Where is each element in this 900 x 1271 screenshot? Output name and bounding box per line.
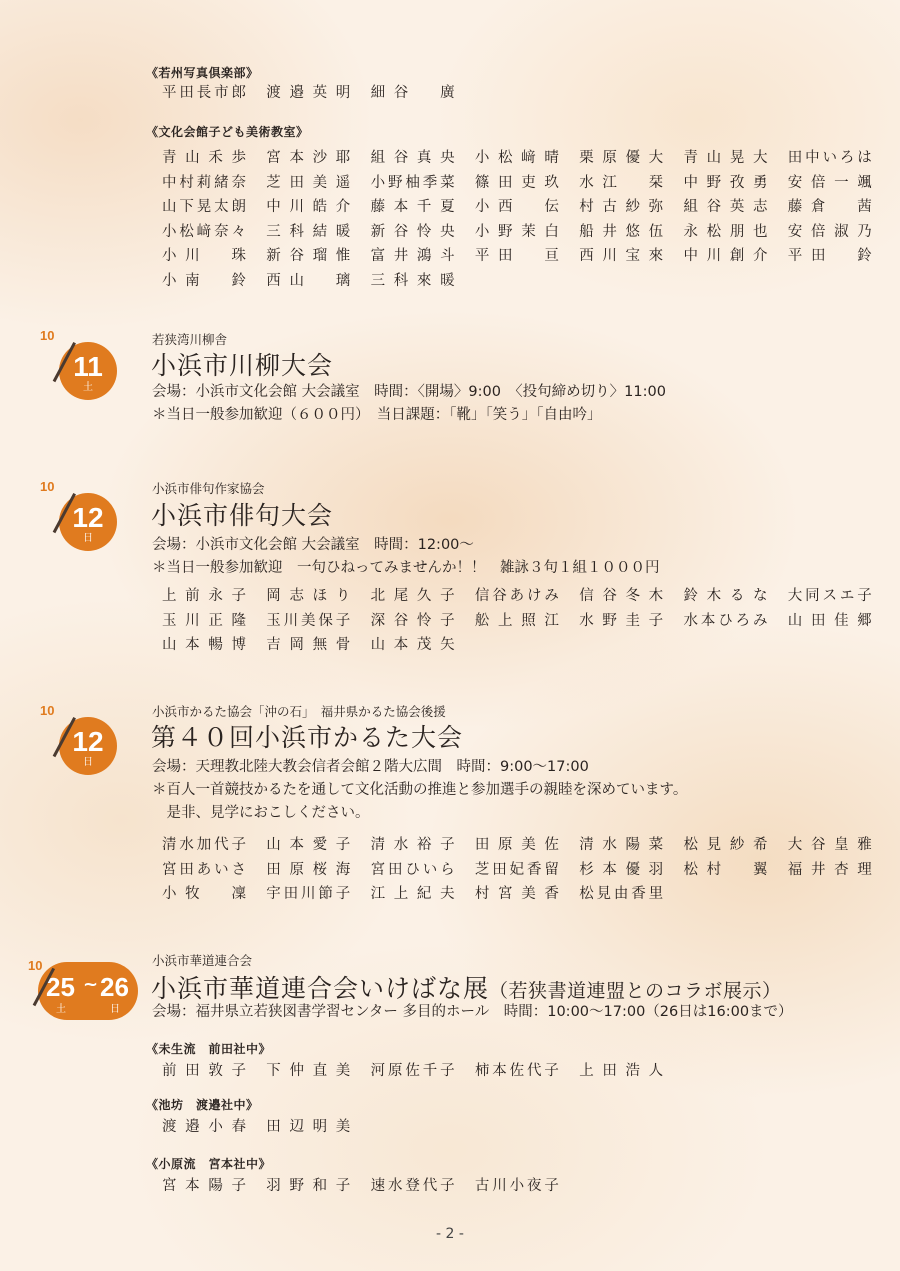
person-name: 水江 栞 (579, 174, 664, 191)
event-organizer: 若狭湾川柳舎 (152, 332, 228, 347)
event-month: 10 (40, 328, 55, 343)
person-name: 藤本千夏 (370, 199, 455, 216)
person-name: 芝田美遥 (266, 174, 351, 191)
event-day: 11 (73, 351, 103, 382)
event-organizer: 小浜市俳句作家協会 (152, 481, 265, 496)
person-name: 河原佐千子 (370, 1063, 455, 1079)
event-day: 25 (46, 972, 75, 1002)
person-name: 村宮美香 (474, 886, 559, 903)
person-name: 古川小夜子 (474, 1178, 559, 1194)
person-name: 三科來暖 (370, 272, 455, 289)
person-name: 栗原優大 (579, 150, 664, 166)
person-name: 渡邉英明 (266, 85, 351, 101)
person-name: 新谷瑠惟 (266, 248, 351, 265)
event-title-text: 第４０回小浜市かるた大会 (151, 723, 464, 752)
person-name: 羽野和子 (266, 1178, 351, 1194)
person-name: 江上紀夫 (370, 886, 455, 903)
event-title-text: 小浜市華道連合会いけばな展 (151, 974, 490, 1003)
event-weekday: 日 (83, 533, 93, 544)
person-name: 西川宝來 (579, 248, 664, 265)
person-name: 水本ひろみ (683, 612, 768, 629)
person-name: 福井杏理 (787, 861, 872, 878)
person-name: 小野柚季菜 (370, 174, 455, 191)
event-month: 10 (40, 703, 55, 718)
group-header-ikenobo: 《池坊 渡邉社中》 (146, 1098, 259, 1112)
person-name: 宮田あいさ (162, 861, 246, 878)
event-day: 12 (72, 502, 104, 533)
person-name: 組谷英志 (683, 199, 768, 216)
person-name: 西山 璃 (266, 272, 351, 289)
person-name: 芝田妃香留 (474, 861, 559, 878)
event-title-text: 小浜市川柳大会 (151, 351, 334, 380)
person-name: 水野圭子 (579, 612, 664, 629)
person-name: 信谷あけみ (474, 588, 559, 604)
person-name: 中川創介 (683, 248, 768, 265)
person-name: 速水登代子 (370, 1178, 455, 1194)
person-name: 宇田川節子 (266, 886, 351, 903)
person-name: 宮本沙耶 (266, 150, 351, 166)
event-organizer: 小浜市かるた協会「沖の石」 福井県かるた協会後援 (152, 704, 446, 719)
person-name: 柿本佐代子 (474, 1063, 559, 1079)
person-name: 前田敦子 (162, 1063, 246, 1079)
person-name: 小松﨑奈々 (162, 223, 246, 240)
event-info (152, 381, 666, 427)
person-name: 山本暢博 (162, 637, 246, 654)
info-line: ＊当日一般参加歓迎（６００円） 当日課題：「靴」「笑う」「自由吟」 (152, 407, 602, 423)
person-name: 松見紗希 (683, 837, 768, 853)
person-name: 村古紗弥 (579, 199, 664, 216)
person-name: 青山禾歩 (162, 150, 246, 166)
person-name: 下仲直美 (266, 1063, 351, 1079)
person-name: 新谷怜央 (370, 223, 455, 240)
event-weekday: 日 (83, 757, 93, 768)
person-name: 宮本陽子 (162, 1178, 246, 1194)
person-name: 平田長市郎 (162, 85, 246, 101)
person-name: 清水加代子 (162, 837, 246, 853)
person-name: 平田 亘 (474, 248, 559, 265)
person-name: 大同スエ子 (787, 588, 872, 604)
person-name: 信谷冬木 (579, 588, 664, 604)
person-name: 岡志ほり (266, 588, 351, 604)
event-organizer: 小浜市華道連合会 (152, 953, 253, 968)
person-name: 安倍淑乃 (787, 223, 872, 240)
person-name: 篠田吏玖 (474, 174, 559, 191)
info-line: ＊百人一首競技かるたを通して文化活動の推進と参加選手の親睦を深めています。 (152, 782, 688, 798)
person-name: 清水陽菜 (579, 837, 664, 853)
person-name: 吉岡無骨 (266, 637, 351, 654)
person-name: 舩上照江 (474, 612, 559, 629)
info-line: 会場：小浜市文化会館 大会議室 時間：〈開場〉9:00 〈投句締め切り〉11:00 (152, 384, 666, 400)
event-title (151, 346, 333, 382)
event-title-sub: （若狭書道連盟とのコラボ展示） (489, 980, 782, 1002)
person-name: 玉川正隆 (162, 612, 246, 629)
person-name: 船井悠伍 (579, 223, 664, 240)
person-name: 永松朋也 (683, 223, 768, 240)
person-name: 藤倉 茜 (787, 199, 872, 216)
event-title-text: 小浜市俳句大会 (151, 501, 334, 530)
group-header-misho: 《未生流 前田社中》 (146, 1042, 272, 1056)
person-name: 渡邉小春 (162, 1119, 246, 1135)
person-name: 松見由香里 (579, 886, 664, 903)
person-name: 安倍一颯 (787, 174, 872, 191)
person-name: 鈴木るな (683, 588, 768, 604)
person-name: 小南 鈴 (162, 272, 246, 289)
group-header-ohara: 《小原流 宮本社中》 (146, 1157, 272, 1171)
person-name: 北尾久子 (370, 588, 455, 604)
info-line: 会場：福井県立若狭図書学習センター 多目的ホール 時間：10:00〜17:00（26日は16:00まで） (152, 1004, 793, 1020)
person-name: 山下晃太朗 (162, 199, 246, 216)
person-name: 小西 伝 (474, 199, 559, 216)
person-name: 小牧 凜 (162, 886, 246, 903)
event-title (151, 969, 782, 1005)
info-line: ＊当日一般参加歓迎 一句ひねってみませんか！！ 雑詠３句１組１０００円 (152, 560, 660, 576)
person-name: 山本愛子 (266, 837, 351, 853)
event-day-end: 26 (100, 972, 129, 1002)
person-name: 中川皓介 (266, 199, 351, 216)
person-name: 中野孜勇 (683, 174, 768, 191)
person-name: 清水裕子 (370, 837, 455, 853)
info-line: 会場：天理教北陸大教会信者会館２階大広間 時間：9:00〜17:00 (152, 759, 589, 775)
event-month: 10 (28, 958, 43, 973)
person-name: 中村莉緒奈 (162, 174, 246, 191)
event-day: 12 (72, 726, 104, 757)
event-weekday-end: 日 (110, 1004, 120, 1015)
person-name: 小野茉白 (474, 223, 559, 240)
person-name: 田中いろは (787, 150, 872, 166)
event-weekday: 土 (83, 382, 93, 393)
person-name: 富井鴻斗 (370, 248, 455, 265)
person-name: 大谷皇雅 (787, 837, 872, 853)
person-name: 平田 鈴 (787, 248, 872, 265)
info-line: 是非、見学におこしください。 (152, 805, 370, 821)
person-name: 組谷真央 (370, 150, 455, 166)
event-month: 10 (40, 479, 55, 494)
event-info (152, 1001, 793, 1024)
range-tilde: ~ (83, 974, 99, 995)
info-line: 会場：小浜市文化会館 大会議室 時間：12:00〜 (152, 537, 474, 553)
person-name: 松村 翼 (683, 861, 768, 878)
event-info (152, 756, 687, 825)
person-name: 杉本優羽 (579, 861, 664, 878)
person-name: 上田浩人 (579, 1063, 664, 1079)
event-title (151, 496, 333, 532)
group-header-photo-club: 《若州写真倶楽部》 (146, 66, 259, 80)
person-name: 田原桜海 (266, 861, 351, 878)
event-info (152, 534, 660, 580)
person-name: 田原美佐 (474, 837, 559, 853)
person-name: 三科結暖 (266, 223, 351, 240)
person-name: 玉川美保子 (266, 612, 351, 629)
person-name: 宮田ひいら (370, 861, 455, 878)
event-title (151, 718, 463, 754)
person-name: 青山晃大 (683, 150, 768, 166)
person-name: 上前永子 (162, 588, 246, 604)
page-number: - 2 - (436, 1226, 464, 1242)
group-header-kids-art: 《文化会館子ども美術教室》 (146, 125, 309, 139)
person-name: 小川 珠 (162, 248, 246, 265)
person-name: 細谷 廣 (370, 85, 455, 101)
event-weekday: 土 (56, 1004, 66, 1015)
person-name: 山本茂矢 (370, 637, 455, 654)
person-name: 山田佳郷 (787, 612, 872, 629)
person-name: 深谷怜子 (370, 612, 455, 629)
person-name: 小松﨑晴 (474, 150, 559, 166)
person-name: 田辺明美 (266, 1119, 351, 1135)
